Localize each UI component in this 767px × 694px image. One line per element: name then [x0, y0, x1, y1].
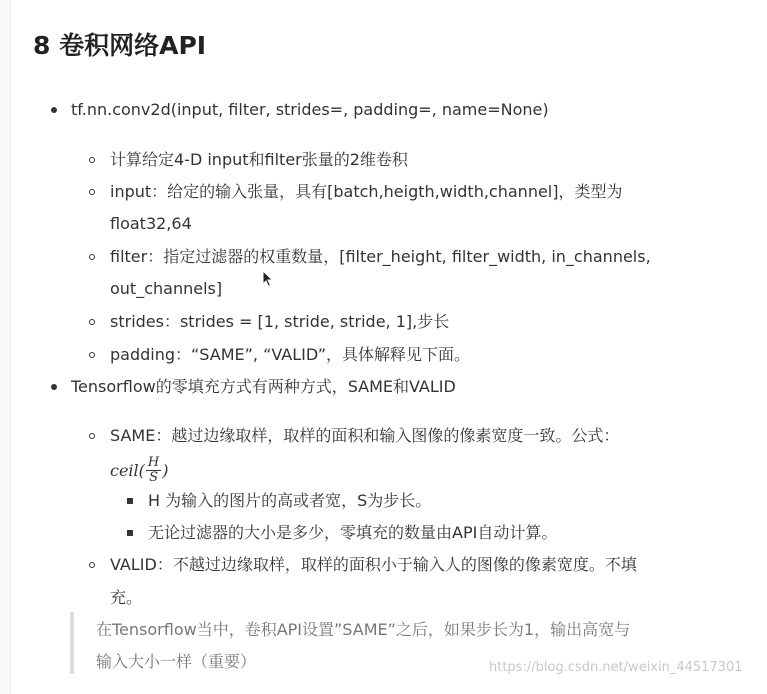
- padding-heading: Tensorflow的零填充方式有两种方式，SAME和VALID: [71, 377, 456, 396]
- bullet-circle: [89, 319, 95, 325]
- watermark: https://blog.csdn.net/weixin_44517301: [489, 660, 743, 675]
- bullet-circle: [89, 433, 95, 439]
- bullet-square: [127, 498, 133, 504]
- bullet-circle: [89, 157, 95, 163]
- list-item: 计算给定4-D input和filter张量的2维卷积: [110, 150, 408, 169]
- section-heading: 8 卷积网络API: [33, 31, 207, 60]
- formula-func: ceil(: [110, 460, 145, 480]
- list-item: input：给定的输入张量，具有[batch,heigth,width,channel]，类型为: [110, 182, 623, 201]
- list-item-continuation: float32,64: [110, 214, 192, 233]
- ceil-formula: [110, 452, 169, 488]
- bullet-circle: [89, 352, 95, 358]
- valid-description: VALID：不越过边缘取样，取样的面积小于输入人的图像的像素宽度。不填: [110, 555, 637, 574]
- formula-numerator: H: [147, 454, 160, 470]
- note-line: 在Tensorflow当中，卷积API设置”SAME”之后，如果步长为1，输出高宽与: [96, 620, 631, 639]
- mouse-cursor-icon: [262, 270, 274, 288]
- formula-fraction: [146, 456, 161, 485]
- blockquote-bar: [70, 612, 74, 674]
- valid-description-continuation: 充。: [110, 588, 143, 607]
- bullet-circle: [89, 254, 95, 260]
- list-item: strides：strides = [1, stride, stride, 1],步长: [110, 312, 450, 331]
- left-border: [0, 0, 11, 694]
- bullet-square: [127, 530, 133, 536]
- list-item: padding：“SAME”, “VALID”，具体解释见下面。: [110, 345, 471, 364]
- list-item: H 为输入的图片的高或者宽，S为步长。: [148, 491, 432, 510]
- note-line: 输入大小一样（重要）: [96, 652, 257, 671]
- formula-denominator: S: [149, 469, 159, 485]
- list-item: filter：指定过滤器的权重数量，[filter_height, filter_width, in_channels,: [110, 247, 651, 266]
- bullet-disc: [51, 384, 57, 390]
- same-description: SAME：越过边缘取样，取样的面积和输入图像的像素宽度一致。公式：: [110, 426, 620, 445]
- list-item-continuation: out_channels]: [110, 279, 223, 298]
- api-signature: tf.nn.conv2d(input, filter, strides=, padding=, name=None): [71, 100, 549, 119]
- bullet-disc: [51, 107, 57, 113]
- list-item: 无论过滤器的大小是多少，零填充的数量由API自动计算。: [148, 523, 558, 542]
- bullet-circle: [89, 562, 95, 568]
- bullet-circle: [89, 189, 95, 195]
- formula-close: ): [162, 460, 169, 480]
